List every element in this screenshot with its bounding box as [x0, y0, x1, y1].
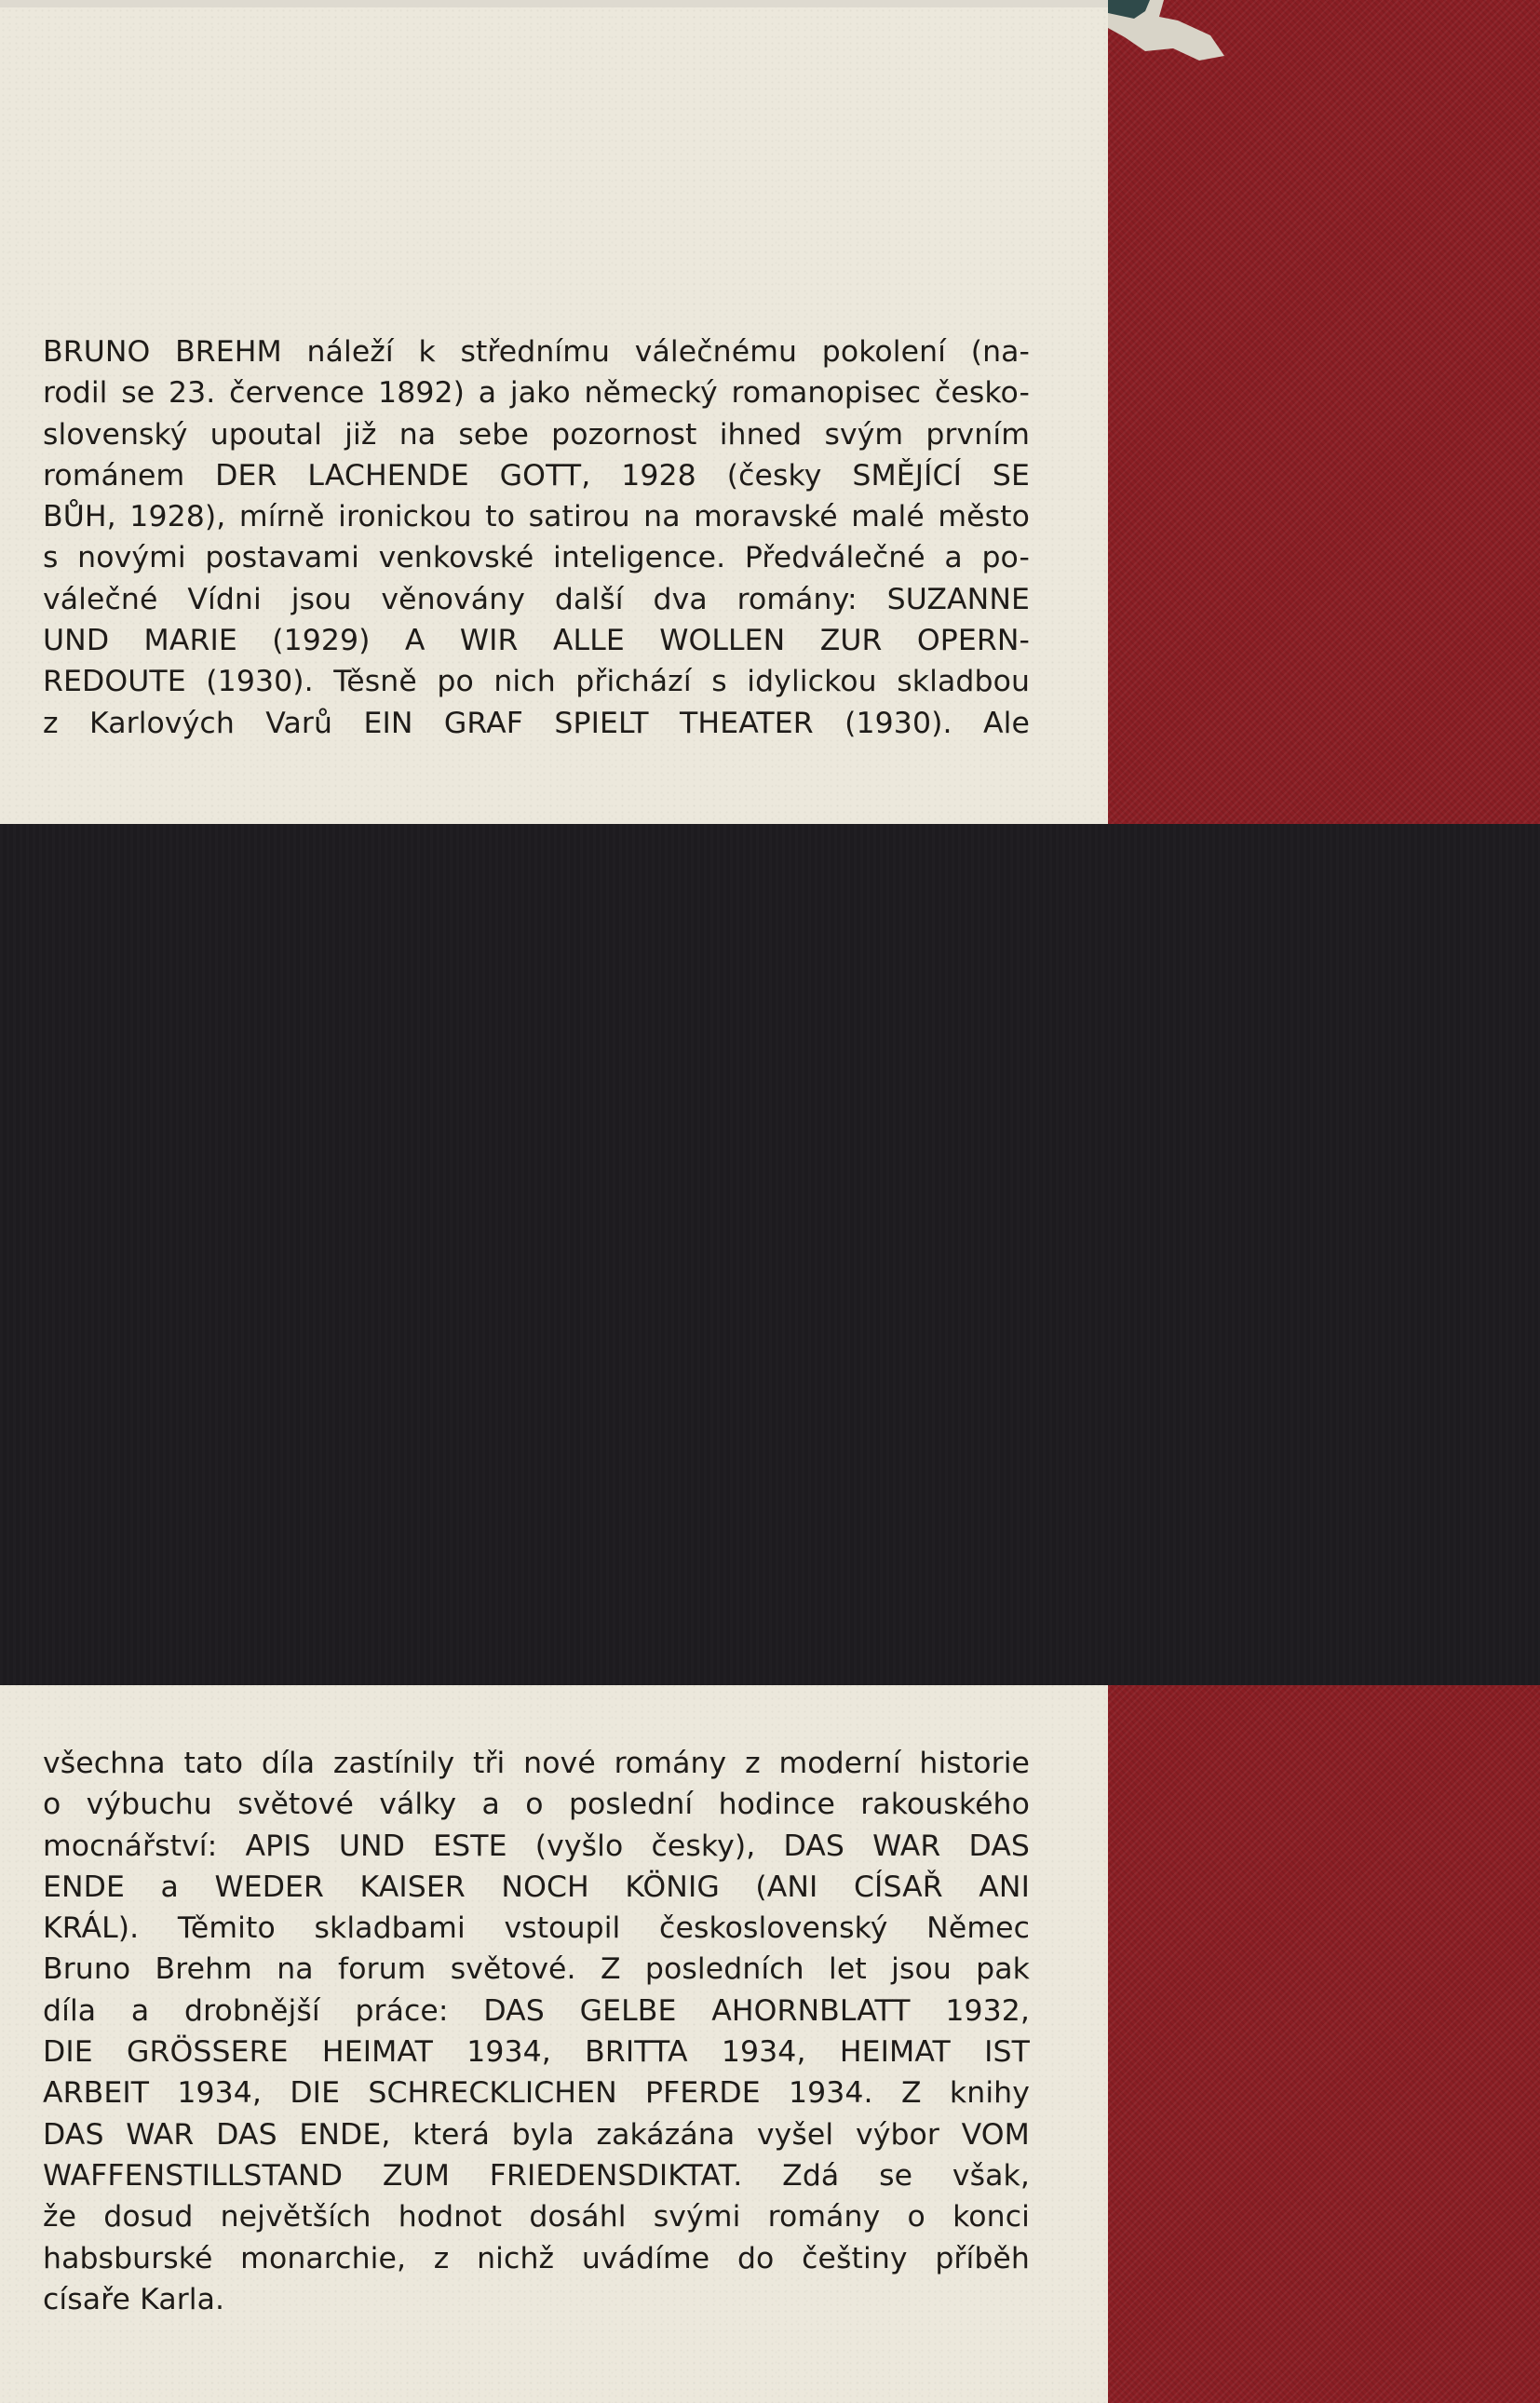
- text-line: s novými postavami venkovské inteligence. Předválečné a po-: [43, 541, 1030, 575]
- red-cloth-binding-bottom: [1108, 1685, 1540, 2403]
- text-line: rodil se 23. července 1892) a jako německý romanopisec česko-: [43, 376, 1030, 411]
- text-line: románem DER LACHENDE GOTT, 1928 (česky SMĚJÍCÍ SE: [43, 458, 1030, 493]
- upper-paragraph: [43, 331, 1030, 744]
- text-line: DIE GRÖSSERE HEIMAT 1934, BRITTA 1934, HEIMAT IST: [43, 2035, 1030, 2070]
- text-line: ENDE a WEDER KAISER NOCH KÖNIG (ANI CÍSAŘ ANI: [43, 1870, 1030, 1904]
- text-line: DAS WAR DAS ENDE, která byla zakázána vyšel výbor VOM: [43, 2117, 1030, 2152]
- text-line: WAFFENSTILLSTAND ZUM FRIEDENSDIKTAT. Zdá se však,: [43, 2158, 1031, 2193]
- text-line: z Karlových Varů EIN GRAF SPIELT THEATER (1930). Ale: [43, 706, 1030, 740]
- text-line: BRUNO BREHM náleží k střednímu válečnému pokolení (na-: [43, 335, 1031, 369]
- text-line: mocnářství: APIS UND ESTE (vyšlo česky), DAS WAR DAS: [43, 1829, 1031, 1863]
- red-cloth-binding-top: [1108, 0, 1540, 824]
- text-line: habsburské monarchie, z nichž uvádíme do češtiny příběh: [43, 2241, 1030, 2275]
- black-band: [0, 824, 1540, 1685]
- text-line: UND MARIE (1929) A WIR ALLE WOLLEN ZUR OPERN-: [43, 624, 1030, 658]
- text-line: díla a drobnější práce: DAS GELBE AHORNBLATT 1932,: [43, 1993, 1030, 2028]
- text-line: KRÁL). Těmito skladbami vstoupil československý Němec: [43, 1911, 1031, 1946]
- torn-corner: [1108, 0, 1229, 70]
- text-line: slovenský upoutal již na sebe pozornost ihned svým prvním: [43, 417, 1031, 452]
- text-line: všechna tato díla zastínily tři nové romány z moderní historie: [43, 1747, 1031, 1780]
- text-line: Bruno Brehm na forum světové. Z posledních let jsou pak: [43, 1952, 1031, 1987]
- text-line: válečné Vídni jsou věnovány další dva romány: SUZANNE: [43, 582, 1030, 616]
- text-line: BŮH, 1928), mírně ironickou to satirou na moravské malé město: [43, 500, 1030, 534]
- lower-paragraph: [43, 1743, 1030, 2320]
- text-line: že dosud největších hodnot dosáhl svými romány o konci: [43, 2200, 1031, 2234]
- text-line: o výbuchu světové války a o poslední hodince rakouského: [43, 1788, 1030, 1822]
- text-line: ARBEIT 1934, DIE SCHRECKLICHEN PFERDE 1934. Z knihy: [43, 2076, 1030, 2111]
- text-line-last: císaře Karla.: [43, 2282, 225, 2316]
- text-line: REDOUTE (1930). Těsně po nich přichází s idylickou skladbou: [43, 665, 1031, 699]
